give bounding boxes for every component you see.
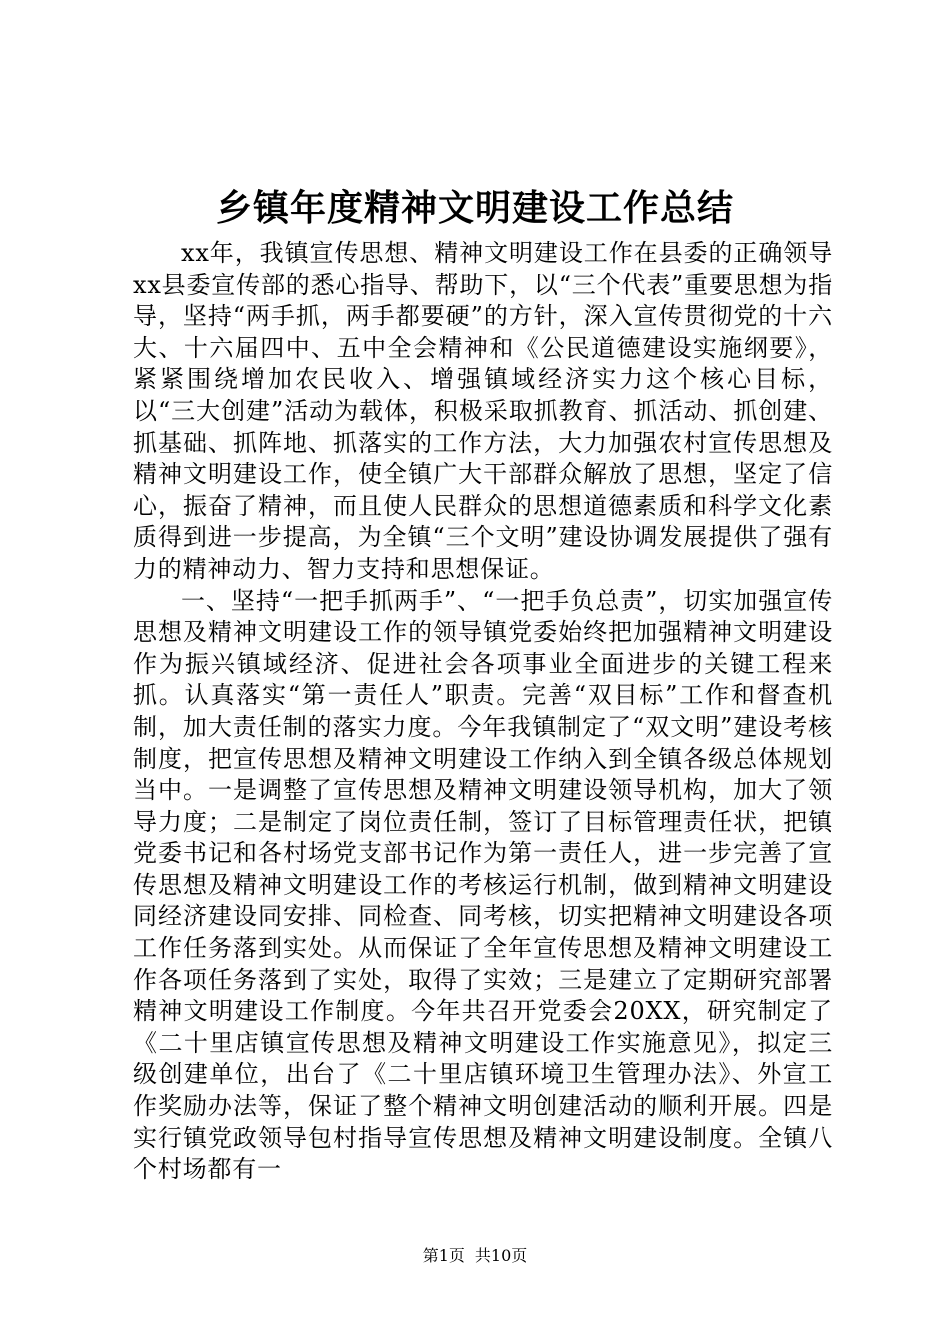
page-footer bbox=[0, 1244, 950, 1268]
document-body bbox=[133, 238, 833, 1186]
page-number: 第1页 bbox=[422, 1246, 465, 1265]
document-title: 乡镇年度精神文明建设工作总结 bbox=[215, 188, 734, 229]
paragraph-intro: xx年，我镇宣传思想、精神文明建设工作在县委的正确领导xx县委宣传部的悉心指导、帮助下，以“三个代表”重要思想为指导，坚持“两手抓，两手都要硬”的方针，深入宣传贯彻党的十六大、十六届四中、五中全会精神和《公民道德建设实施纲要》，紧紧围绕增加农民收入、增强镇域经济实力这个核心目标，以“三大创建”活动为载体，积极采取抓教育、抓活动、抓创建、抓基础、抓阵地、抓落实的工作方法，大力加强农村宣传思想及精神文明建设工作，使全镇广大干部群众解放了思想，坚定了信心，振奋了精神，而且使人民群众的思想道德素质和科学文化素质得到进一步提高，为全镇“三个文明”建设协调发展提供了强有力的精神动力、智力支持和思想保证。 bbox=[133, 239, 833, 583]
page-total: 共10页 bbox=[474, 1246, 528, 1265]
paragraph-section-1: 一、坚持“一把手抓两手”、“一把手负总责”，切实加强宣传思想及精神文明建设工作的领导镇党委始终把加强精神文明建设作为振兴镇域经济、促进社会各项事业全面进步的关键工程来抓。认真落实“第一责任人”职责。完善“双目标”工作和督查机制，加大责任制的落实力度。今年我镇制定了“双文明”建设考核制度，把宣传思想及精神文明建设工作纳入到全镇各级总体规划当中。一是调整了宣传思想及精神文明建设领导机构，加大了领导力度；二是制定了岗位责任制，签订了目标管理责任状，把镇党委书记和各村场党支部书记作为第一责任人，进一步完善了宣传思想及精神文明建设工作的考核运行机制，做到精神文明建设同经济建设同安排、同检查、同考核，切实把精神文明建设各项工作任务落到实处。从而保证了全年宣传思想及精神文明建设工作各项任务落到了实处，取得了实效；三是建立了定期研究部署精神文明建设工作制度。今年共召开党委会20XX，研究制定了《二十里店镇宣传思想及精神文明建设工作实施意见》，拟定三级创建单位，出台了《二十里店镇环境卫生管理办法》、外宣工作奖励办法等，保证了整个精神文明创建活动的顺利开展。四是实行镇党政领导包村指导宣传思想及精神文明建设制度。全镇八个村场都有一 bbox=[133, 586, 833, 1184]
